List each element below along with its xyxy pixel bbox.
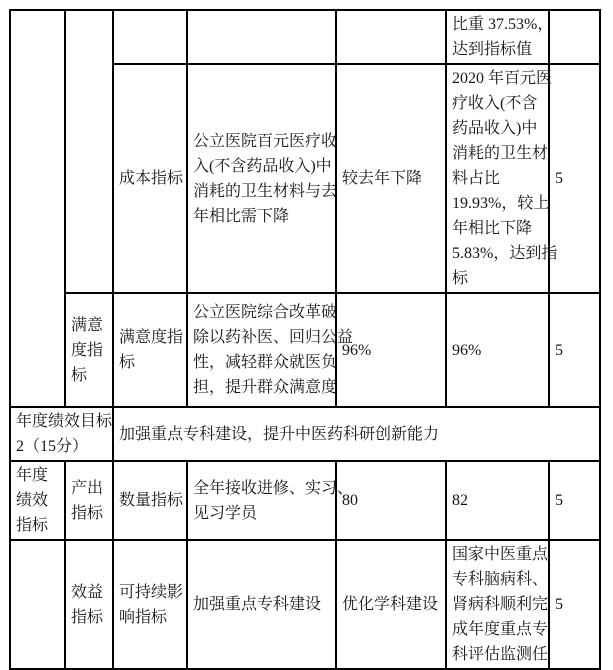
- table-row: [10, 461, 600, 540]
- sustainability-indicator-content-cell: 加强重点专科建设: [187, 540, 336, 669]
- group-carryover-empty-cell: [65, 10, 113, 293]
- quantity-indicator-label-cell: 数量指标: [113, 461, 187, 540]
- empty-cell: [113, 10, 187, 64]
- empty-cell: [336, 10, 446, 64]
- annual-indicator-section-cell: 年度 绩效 指标: [10, 461, 65, 540]
- sustainability-indicator-label-cell: 可持续影 响指标: [113, 540, 187, 669]
- satisfaction-indicator-label-cell: 满意度指 标: [113, 293, 187, 407]
- completion-carryover-cell: 比重 37.53%， 达到指标值: [446, 10, 549, 64]
- cost-indicator-score-cell: 5: [549, 64, 600, 293]
- benefit-indicator-group-cell: 效益 指标: [65, 540, 113, 669]
- empty-cell: [549, 10, 600, 64]
- satisfaction-group-label-cell: 满意 度指 标: [65, 293, 113, 407]
- sustainability-completion-cell: 国家中医重点 专科脑病科、 肾病科顺利完 成年度重点专 科评估监测任: [446, 540, 549, 669]
- annual-goal-2-label-cell: 年度绩效目标 2（15分）: [10, 407, 113, 461]
- quantity-score-cell: 5: [549, 461, 600, 540]
- table-row: [10, 407, 600, 461]
- satisfaction-score-cell: 5: [549, 293, 600, 407]
- quantity-target-cell: 80: [336, 461, 446, 540]
- performance-table: [9, 9, 601, 670]
- empty-cell: [187, 10, 336, 64]
- sustainability-target-cell: 优化学科建设: [336, 540, 446, 669]
- annual-goal-2-content-cell: 加强重点专科建设，提升中医药科研创新能力: [113, 407, 600, 461]
- table-row: [10, 10, 600, 64]
- cost-indicator-target-cell: 较去年下降: [336, 64, 446, 293]
- sustainability-score-cell: 5: [549, 540, 600, 669]
- satisfaction-completion-cell: 96%: [446, 293, 549, 407]
- satisfaction-indicator-content-cell: 公立医院综合改革破 除以药补医、回归公益 性，减轻群众就医负 担，提升群众满意度: [187, 293, 336, 407]
- cost-indicator-label-cell: 成本指标: [113, 64, 187, 293]
- empty-cell: [10, 540, 65, 669]
- table-row: [10, 293, 600, 407]
- output-indicator-group-cell: 产出 指标: [65, 461, 113, 540]
- quantity-completion-cell: 82: [446, 461, 549, 540]
- satisfaction-target-cell: 96%: [336, 293, 446, 407]
- quantity-indicator-content-cell: 全年接收进修、实习、 见习学员: [187, 461, 336, 540]
- cost-indicator-content-cell: 公立医院百元医疗收 入(不含药品收入)中 消耗的卫生材料与去 年相比需下降: [187, 64, 336, 293]
- section-carryover-empty-cell: [10, 10, 65, 407]
- table-row: [10, 540, 600, 669]
- cost-indicator-completion-cell: 2020 年百元医 疗收入(不含 药品收入)中 消耗的卫生材 料占比 19.93%，较上 年相比下降 5.83%，达到指 标: [446, 64, 549, 293]
